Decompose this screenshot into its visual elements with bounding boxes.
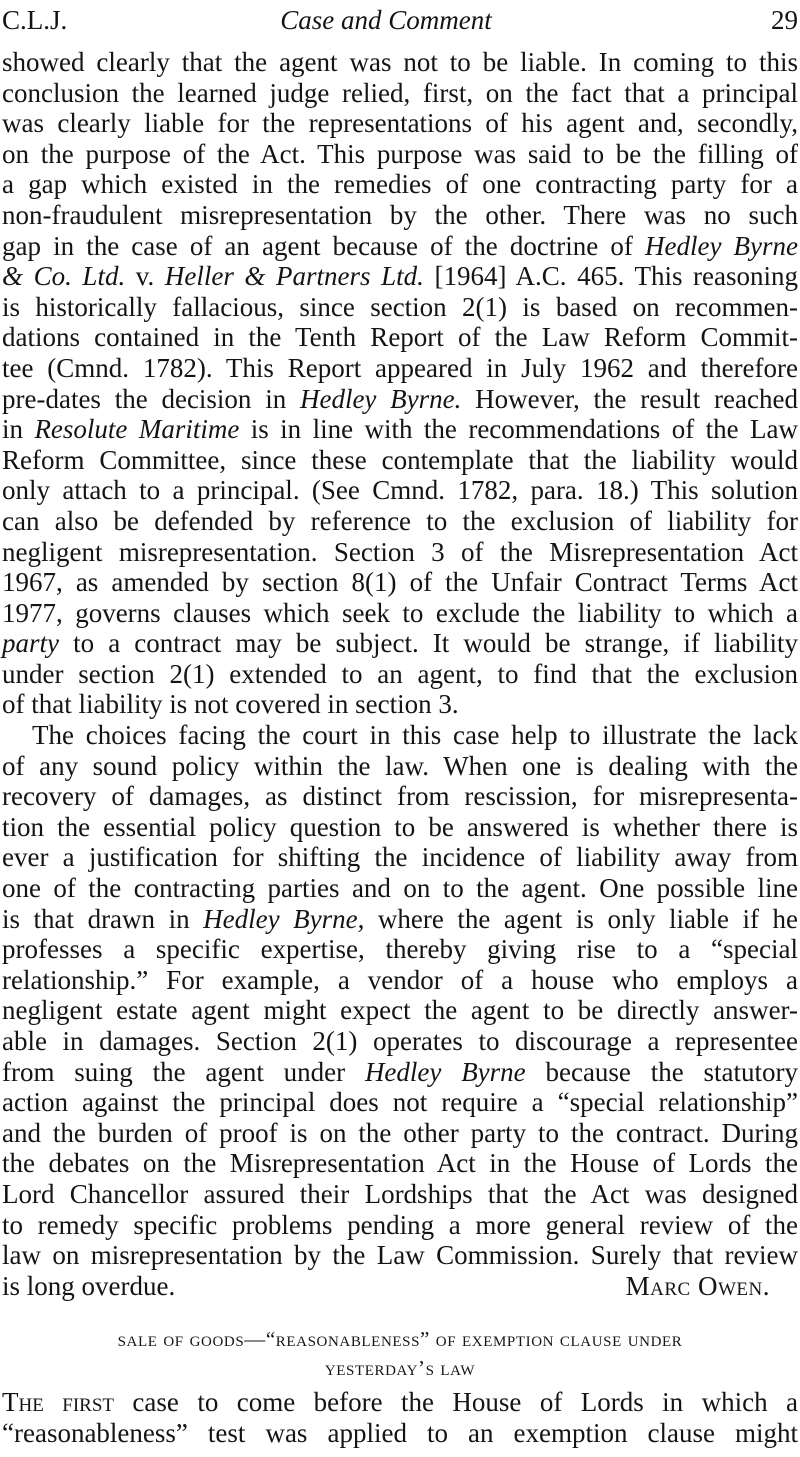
text-line: law on misrepresentation by the Law Commission. Surely that review xyxy=(2,1240,798,1271)
text-line: recovery of damages, as distinct from rescission, for misrepresenta- xyxy=(2,781,798,812)
text-line: is historically fallacious, since section 2(1) is based on recommen- xyxy=(2,291,798,322)
text-line: Lord Chancellor assured their Lordships that the Act was designed xyxy=(2,1178,798,1209)
italic-citation: Hedley Byrne. xyxy=(299,383,462,414)
text-line: tee (Cmnd. 1782). This Report appeared in July 1962 and therefore xyxy=(2,352,798,383)
text-line: action against the principal does not require a “special relationship” xyxy=(2,1087,798,1118)
text-line: from suing the agent under Hedley Byrne because the statutory xyxy=(2,1056,798,1087)
text-line: one of the contracting parties and on to the agent. One possible line xyxy=(2,873,798,904)
article-body xyxy=(2,47,798,1449)
page-number: 29 xyxy=(771,5,798,35)
text-line: able in damages. Section 2(1) operates to discourage a representee xyxy=(2,1026,798,1056)
text-line: pre-dates the decision in Hedley Byrne. However, the result reached xyxy=(2,383,798,414)
text-line: can also be defended by reference to the exclusion of liability for xyxy=(2,505,798,536)
italic-citation: Heller & Partners Ltd. xyxy=(164,261,424,292)
text-line: “reasonableness” test was applied to an exemption clause might xyxy=(2,1417,798,1448)
text-line: relationship.” For example, a vendor of a house who employs a xyxy=(2,964,798,995)
text-line: professes a specific expertise, thereby giving rise to a “special xyxy=(2,934,798,965)
text-line: 1967, as amended by section 8(1) of the Unfair Contract Terms Act xyxy=(2,567,798,598)
text-line: in Resolute Maritime is in line with the recommendations of the Law xyxy=(2,414,798,445)
text-line: dations contained in the Tenth Report of the Law Reform Commit- xyxy=(2,322,798,353)
opening-small-caps: The first xyxy=(2,1387,114,1418)
section-heading xyxy=(2,1325,798,1383)
text-line: was clearly liable for the representations of his agent and, secondly, xyxy=(2,108,798,139)
italic-citation: Resolute Maritime xyxy=(34,414,240,445)
text-line: ever a justification for shifting the incidence of liability away from xyxy=(2,842,798,873)
text-line: The choices facing the court in this case help to illustrate the lack xyxy=(32,720,798,751)
italic-citation: Hedley Byrne xyxy=(644,230,799,261)
italic-citation: & Co. Ltd. xyxy=(2,261,126,292)
text-line: negligent misrepresentation. Section 3 of the Misrepresentation Act xyxy=(2,536,798,567)
text-line: to remedy specific problems pending a more general review of the xyxy=(2,1209,798,1240)
text-line: conclusion the learned judge relied, first, on the fact that a principal xyxy=(2,77,798,108)
text-line: The first case to come before the House of Lords in which a xyxy=(2,1387,799,1418)
text-line: and the burden of proof is on the other party to the contract. During xyxy=(2,1117,798,1148)
text-line: is that drawn in Hedley Byrne, where the agent is only liable if he xyxy=(2,903,799,934)
paragraph-1 xyxy=(2,47,798,720)
text-line: 1977, governs clauses which seek to exclude the liability to which a xyxy=(2,597,798,628)
text-line: is long overdue. Marc Owen. xyxy=(2,1270,770,1301)
text-line: showed clearly that the agent was not to be liable. In coming to this xyxy=(2,47,798,77)
italic-citation: party xyxy=(2,628,59,659)
italic-citation: Hedley Byrne, xyxy=(203,903,365,934)
text-line: a gap which existed in the remedies of one contracting party for a xyxy=(2,169,798,200)
text-line: party to a contract may be subject. It would be strange, if liability xyxy=(2,628,798,659)
italic-citation: Hedley Byrne xyxy=(364,1056,526,1087)
text-line: on the purpose of the Act. This purpose was said to be the filling of xyxy=(2,138,798,169)
text-line: gap in the case of an agent because of the doctrine of Hedley Byrne xyxy=(2,230,799,261)
text-line: negligent estate agent might expect the agent to be directly answer- xyxy=(2,995,798,1026)
text-line: of that liability is not covered in section 3. xyxy=(2,689,459,720)
paragraph-2 xyxy=(2,720,798,1301)
section-heading-line-1: sale of goods—“reasonableness” of exemption clause under xyxy=(117,1327,683,1352)
section-heading-line-2: yesterday’s law xyxy=(324,1356,476,1381)
text-line: non-fraudulent misrepresentation by the other. There was no such xyxy=(2,199,798,230)
section-title: Case and Comment xyxy=(280,5,492,35)
text-line: under section 2(1) extended to an agent, to find that the exclusion xyxy=(2,658,798,689)
text-line: Reform Committee, since these contemplate that the liability would xyxy=(2,444,798,475)
text-line: & Co. Ltd. v. Heller & Partners Ltd. [1964] A.C. 465. This reasoning xyxy=(2,261,799,292)
text-line: of any sound policy within the law. When one is dealing with the xyxy=(2,750,798,781)
text-line: tion the essential policy question to be answered is whether there is xyxy=(2,811,798,842)
text-line: the debates on the Misrepresentation Act in the House of Lords the xyxy=(2,1148,798,1179)
running-head xyxy=(2,0,798,40)
journal-abbreviation: C.L.J. xyxy=(2,5,68,35)
text-line: only attach to a principal. (See Cmnd. 1782, para. 18.) This solution xyxy=(2,475,798,506)
journal-page xyxy=(2,0,799,1448)
author-signoff: Marc Owen. xyxy=(625,1270,770,1301)
paragraph-3 xyxy=(2,1387,798,1448)
